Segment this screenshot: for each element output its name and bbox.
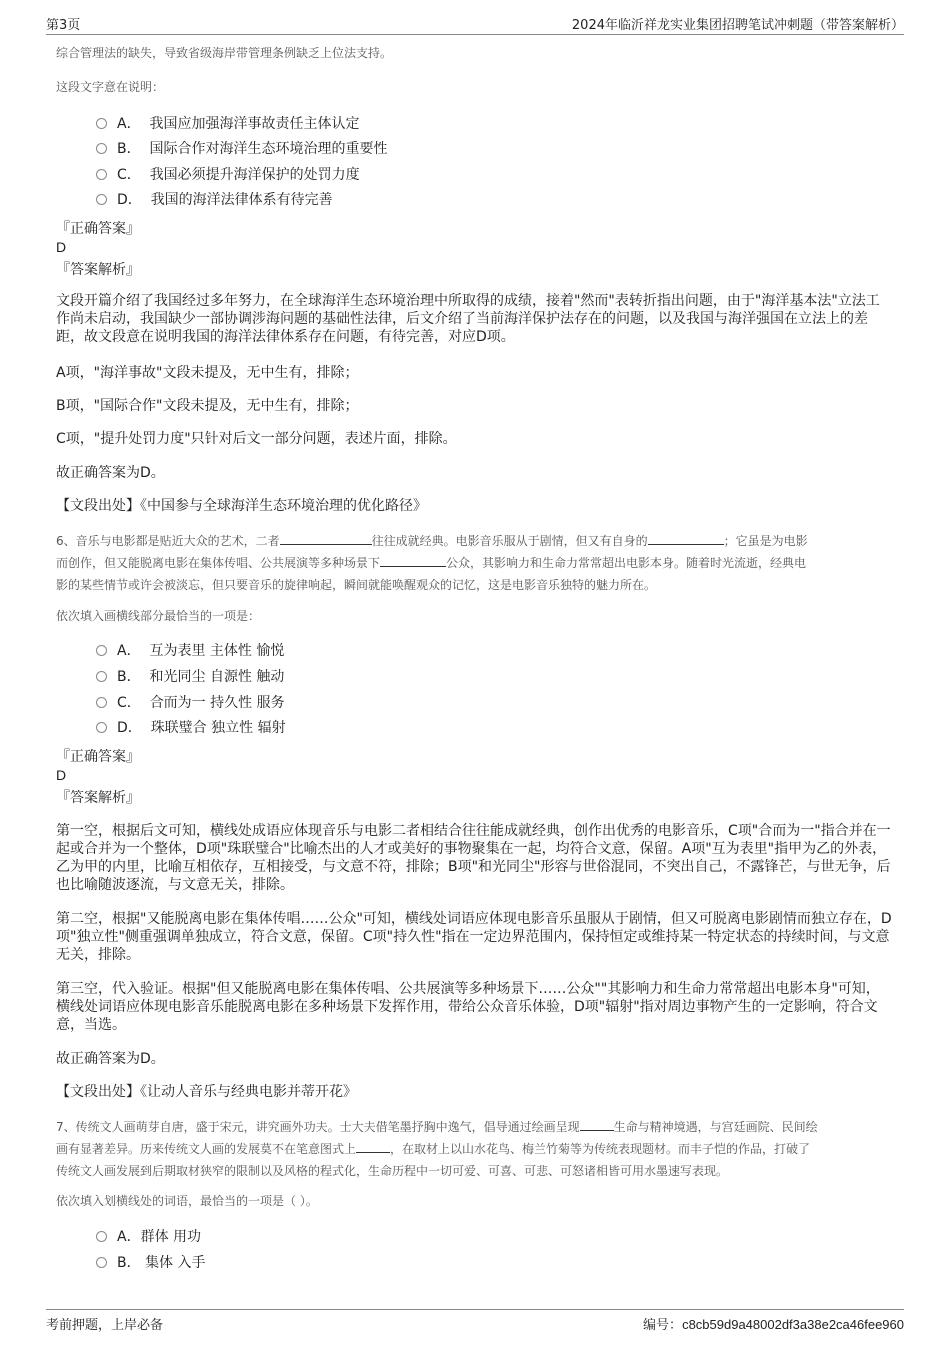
option-letter: C． <box>117 167 141 183</box>
option-text: 我国应加强海洋事故责任主体认定 <box>149 116 360 132</box>
q5-analysis-label: 『答案解析』 <box>56 262 140 278</box>
option-text: 合而为一 持久性 服务 <box>149 695 285 711</box>
q5-analysis-c: C项，"提升处罚力度"只针对后文一部分问题，表述片面，排除。 <box>56 431 457 447</box>
radio-icon[interactable] <box>96 194 107 205</box>
option-text: 集体 入手 <box>145 1255 206 1271</box>
radio-icon[interactable] <box>96 671 107 682</box>
fill-blank <box>648 532 724 545</box>
option-letter: B． <box>117 1255 141 1271</box>
q6-answer-label: 『正确答案』 <box>56 749 140 765</box>
footer-slogan: 考前押题，上岸必备 <box>46 1318 164 1333</box>
q5-option-b[interactable] <box>96 138 388 160</box>
q6-option-d[interactable] <box>96 717 286 739</box>
stem-text: 生命与精神境遇，与宫廷画院、民间绘 <box>613 1120 818 1134</box>
q7-stem <box>56 1116 892 1182</box>
stem-text: 画有显著差异。历来传统文人画的发展莫不在笔意图式上 <box>56 1142 357 1156</box>
q5-analysis-p1: 文段开篇介绍了我国经过多年努力，在全球海洋生态环境治理中所取得的成绩，接着"然而"表转折指出问题，由于"海洋基本法"立法工作尚未启动，我国缺少一部协调涉海问题的基础性法律，后文介绍了当前海洋保护法存在的问题，以及我国与海洋强国在立法上的差距，故文段意在说明我国的海洋法律体系存在问题，有待完善，对应D项。 <box>56 293 880 345</box>
q6-stem <box>56 530 892 596</box>
q6-source: 【文段出处】《让动人音乐与经典电影并蒂开花》 <box>56 1084 357 1100</box>
stem-text: 7、传统文人画萌芽自唐，盛于宋元，讲究画外功夫。士大夫借笔墨抒胸中逸气，倡导通过绘画呈现 <box>56 1120 580 1134</box>
fill-blank <box>580 1118 614 1131</box>
option-text: 我国的海洋法律体系有待完善 <box>150 192 333 208</box>
option-letter: D． <box>117 192 142 208</box>
q6-analysis-p1: 第一空，根据后文可知，横线处成语应体现音乐与电影二者相结合往往能成就经典，创作出优秀的电影音乐，C项"合而为一"指合并在一起或合并为一个整体，D项"珠联璧合"比喻杰出的人才或美好的事物聚集在一起，均符合文意，保留。A项"互为表里"指甲为乙的外表，乙为甲的内里，比喻互相依存，互相接受，与文意不符，排除；B项"和光同尘"形容与世俗混同，不突出自己，不露锋芒，与世无争，后也比喻随波逐流，与文意无关，排除。 <box>56 823 891 893</box>
radio-icon[interactable] <box>96 645 107 656</box>
page-header <box>46 12 904 35</box>
option-letter: D． <box>117 720 142 736</box>
stem-text: 往往成就经典。电影音乐服从于剧情，但又有自身的 <box>371 534 648 548</box>
option-letter: A． <box>117 116 141 132</box>
option-letter: C． <box>117 695 141 711</box>
option-text: 珠联璧合 独立性 辐射 <box>150 720 286 736</box>
q6-conclusion: 故正确答案为D。 <box>56 1051 165 1067</box>
q6-option-a[interactable] <box>96 640 284 662</box>
radio-icon[interactable] <box>96 118 107 129</box>
option-letter: A． <box>117 1229 141 1245</box>
q7-option-a[interactable] <box>96 1226 201 1248</box>
q6-analysis-p3: 第三空，代入验证。根据"但又能脱离电影在集体传唱、公共展演等多种场景下……公众""其影响力和生命力常常超出电影本身"可知，横线处词语应体现电影音乐能脱离电影在多种场景下发挥作用，带给公众音乐体验，D项"辐射"指对周边事物产生的一定影响，符合文意，当选。 <box>56 981 880 1033</box>
q6-analysis-label: 『答案解析』 <box>56 790 140 806</box>
fill-blank <box>280 532 372 545</box>
q5-answer-label: 『正确答案』 <box>56 221 140 237</box>
stem-text: 而创作，但又能脱离电影在集体传唱、公共展演等多种场景下 <box>56 556 381 570</box>
q7-option-b[interactable] <box>96 1252 206 1274</box>
stem-text: 传统文人画发展到后期取材狭窄的限制以及风格的程式化，生命历程中一切可爱、可喜、可悲、可怒诸相皆可用水墨速写表现。 <box>56 1164 729 1178</box>
q5-analysis-a: A项，"海洋事故"文段未提及，无中生有，排除； <box>56 365 359 381</box>
stem-text: 公众，其影响力和生命力常常超出电影本身。随着时光流逝，经典电 <box>446 556 807 570</box>
radio-icon[interactable] <box>96 697 107 708</box>
stem-text: ；它虽是为电影 <box>723 534 808 548</box>
option-text: 互为表里 主体性 愉悦 <box>149 643 285 659</box>
q6-analysis-p2: 第二空，根据"又能脱离电影在集体传唱……公众"可知，横线处词语应体现电影音乐虽服从于剧情，但又可脱离电影剧情而独立存在，D项"独立性"侧重强调单独成立，符合文意，保留。C项"持久性"指在一定边界范围内，保持恒定或维持某一特定状态的持续时间，与文意无关，排除。 <box>56 911 892 963</box>
fill-blank <box>356 1140 390 1153</box>
q5-answer: D <box>56 239 67 255</box>
q6-option-c[interactable] <box>96 692 285 714</box>
stem-text: ，在取材上以山水花鸟、梅兰竹菊等为传统表现题材。而丰子恺的作品，打破了 <box>390 1142 811 1156</box>
q6-option-b[interactable] <box>96 666 284 688</box>
radio-icon[interactable] <box>96 1257 107 1268</box>
fill-blank <box>380 554 446 567</box>
q5-conclusion: 故正确答案为D。 <box>56 465 165 481</box>
q5-stem-tail: 综合管理法的缺失，导致省级海岸带管理条例缺乏上位法支持。 <box>56 46 393 60</box>
page-number: 第3页 <box>46 18 81 33</box>
q6-answer: D <box>56 767 67 783</box>
document-code <box>643 1314 904 1333</box>
radio-icon[interactable] <box>96 143 107 154</box>
radio-icon[interactable] <box>96 1231 107 1242</box>
option-text: 和光同尘 自源性 触动 <box>149 669 285 685</box>
q5-prompt: 这段文字意在说明： <box>56 80 165 94</box>
code-value: c8cb59d9a48002df3a38e2ca46fee960 <box>682 1317 904 1332</box>
option-letter: A． <box>117 643 141 659</box>
stem-text: 6、音乐与电影都是贴近大众的艺术，二者 <box>56 534 280 548</box>
option-text: 国际合作对海洋生态环境治理的重要性 <box>149 141 388 157</box>
q5-analysis-b: B项，"国际合作"文段未提及，无中生有，排除； <box>56 398 359 414</box>
option-text: 我国必须提升海洋保护的处罚力度 <box>149 167 360 183</box>
option-letter: B． <box>117 141 141 157</box>
option-letter: B． <box>117 669 141 685</box>
q5-option-c[interactable] <box>96 164 360 186</box>
code-label: 编号： <box>643 1318 683 1333</box>
q5-option-d[interactable] <box>96 189 333 211</box>
q5-source: 【文段出处】《中国参与全球海洋生态环境治理的优化路径》 <box>56 498 427 514</box>
page-footer <box>46 1309 904 1334</box>
stem-text: 影的某些情节或许会被淡忘，但只要音乐的旋律响起，瞬间就能唤醒观众的记忆，这是电影音乐独特的魅力所在。 <box>56 578 657 592</box>
option-text: 群体 用功 <box>140 1229 202 1245</box>
radio-icon[interactable] <box>96 722 107 733</box>
radio-icon[interactable] <box>96 169 107 180</box>
q7-prompt: 依次填入划横线处的词语，最恰当的一项是（ ）。 <box>56 1194 318 1208</box>
q6-prompt: 依次填入画横线部分最恰当的一项是： <box>56 609 261 623</box>
q5-option-a[interactable] <box>96 113 359 135</box>
document-title: 2024年临沂祥龙实业集团招聘笔试冲刺题（带答案解析） <box>571 18 904 33</box>
